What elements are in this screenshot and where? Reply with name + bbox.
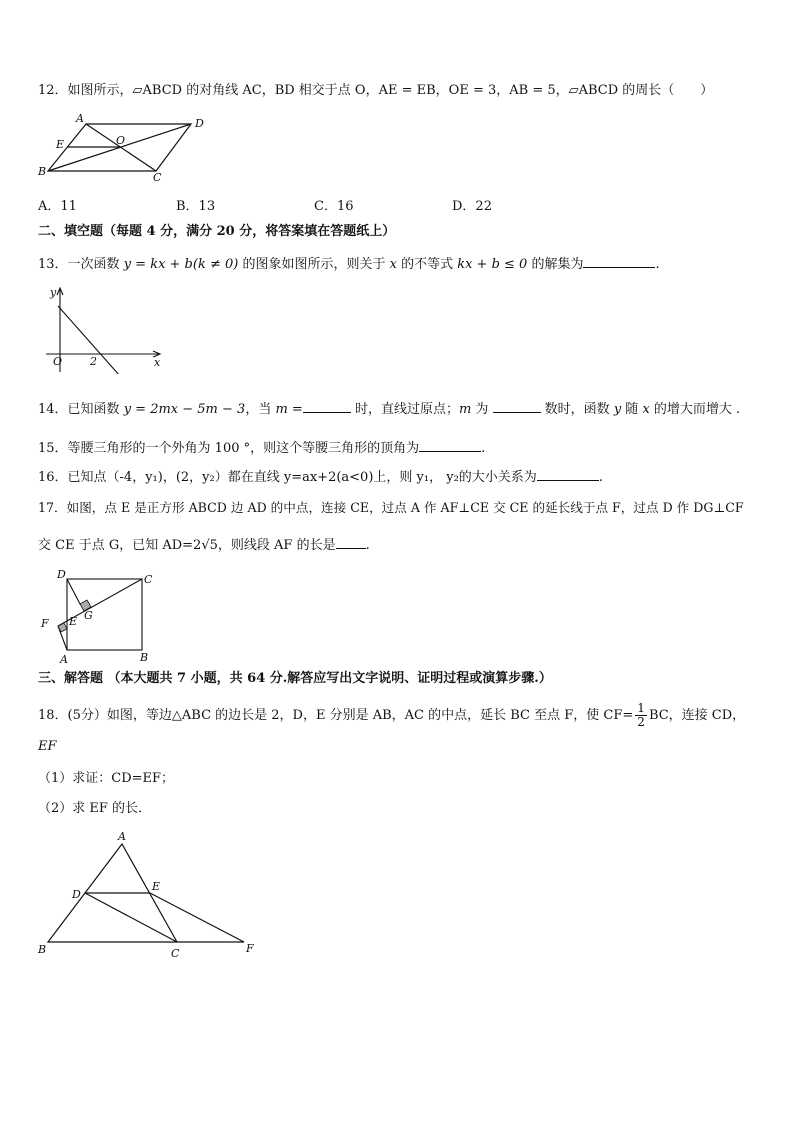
q17-label-b: B	[140, 651, 149, 664]
q17-label-f: F	[41, 617, 49, 630]
q13-label-origin: O	[53, 355, 63, 368]
q18-subquestion-1: （1）求证：CD=EF；	[38, 771, 175, 786]
q13-text: 13．一次函数 y = kx + b(k ≠ 0) 的图象如图所示，则关于 x 的不等式 kx + b ≤ 0 的解集为 .	[38, 257, 660, 272]
q18-text-line1: 18．(5分）如图，等边△ABC 的边长是 2，D，E 分别是 AB，AC 的中点，延长 BC 至点 F，使 CF= $\frac{1}{2}$ BC，连接 CD，	[38, 701, 746, 729]
q12-option-d: D．22	[452, 199, 492, 214]
q12-label-e: E	[56, 138, 65, 151]
q12-label-b: B	[38, 165, 47, 178]
q18-label-d: D	[72, 888, 81, 901]
q16-answer-blank[interactable]	[537, 468, 599, 481]
q18-fraction-half: $\frac{1}{2}$	[637, 701, 645, 729]
q12-label-o: O	[116, 134, 126, 147]
q18-label-c: C	[171, 947, 180, 960]
q12-parallelogram-figure	[36, 114, 216, 184]
q13-label-x: x	[154, 356, 161, 369]
q14-answer-blank-2[interactable]	[493, 400, 541, 413]
q17-label-e: E	[69, 615, 78, 628]
q17-square-figure	[36, 568, 166, 668]
q13-graph-figure	[40, 284, 170, 374]
q17-label-g: G	[84, 609, 93, 622]
q18-text-line2: EF	[38, 739, 57, 754]
q18-triangle-figure	[36, 830, 266, 960]
q17-label-a: A	[60, 653, 68, 666]
q12-label-d: D	[195, 117, 204, 130]
q12-option-b: B．13	[176, 199, 216, 214]
q13-answer-blank[interactable]	[583, 255, 655, 268]
q18-label-b: B	[38, 943, 47, 956]
q18-label-f: F	[246, 942, 254, 955]
q17-answer-blank[interactable]	[336, 536, 366, 549]
q18-label-a: A	[118, 830, 126, 843]
q16-text: 16．已知点（-4，y₁)，(2，y₂）都在直线 y=ax+2(a<0)上，则 y₁， y₂的大小关系为 .	[38, 470, 603, 485]
q14-text: 14．已知函数 y = 2mx − 5m − 3，当 m = 时，直线过原点；m 为 数时，函数 y 随 x 的增大而增大 .	[38, 402, 741, 417]
q18-label-e: E	[152, 880, 161, 893]
q17-text-line2: 交 CE 于点 G，已知 AD=2√5，则线段 AF 的长是 .	[38, 538, 370, 553]
q17-label-c: C	[144, 573, 153, 586]
q17-sqrt-5: √5	[201, 538, 218, 553]
q14-answer-blank-1[interactable]	[303, 400, 351, 413]
q17-label-d: D	[57, 568, 66, 581]
q13-label-2: 2	[90, 355, 97, 368]
section-3-heading: 三、解答题 （本大题共 7 小题，共 64 分.解答应写出文字说明、证明过程或演算步骤.）	[38, 671, 552, 686]
q15-text: 15．等腰三角形的一个外角为 100 °，则这个等腰三角形的顶角为 .	[38, 441, 486, 456]
section-2-heading: 二、填空题（每题 4 分，满分 20 分，将答案填在答题纸上）	[38, 224, 396, 239]
q12-label-c: C	[153, 171, 162, 184]
q15-answer-blank[interactable]	[419, 439, 481, 452]
q17-text-line1: 17．如图，点 E 是正方形 ABCD 边 AD 的中点，连接 CE，过点 A 作 AF⊥CE 交 CE 的延长线于点 F，过点 D 作 DG⊥CF	[38, 500, 744, 515]
q12-option-c: C．16	[314, 199, 354, 214]
q13-label-y: y	[50, 286, 57, 299]
q12-text: 12．如图所示，▱ABCD 的对角线 AC，BD 相交于点 O，AE = EB，OE = 3，AB = 5，▱ABCD 的周长（ ）	[38, 83, 714, 98]
q12-option-a: A．11	[38, 199, 77, 214]
q18-subquestion-2: （2）求 EF 的长．	[38, 801, 152, 816]
q12-label-a: A	[76, 114, 84, 125]
